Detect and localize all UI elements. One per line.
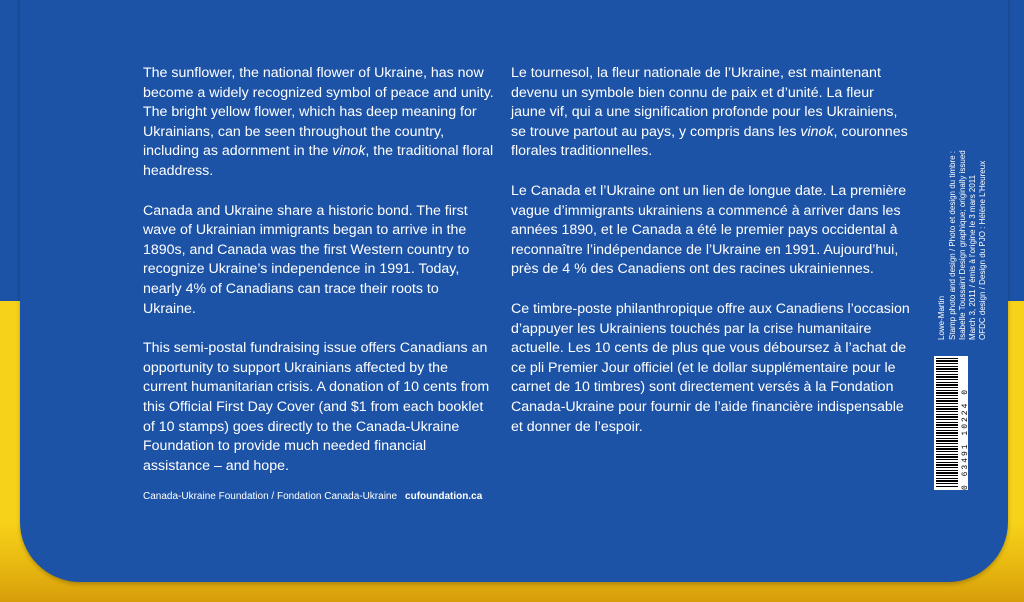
french-text-column xyxy=(511,64,911,457)
credit-line-1: Stamp photo and design / Photo et design du timbre : xyxy=(948,150,957,340)
credit-line-2: Isabelle Toussaint Design graphique; originally issued xyxy=(958,150,967,340)
french-paragraph-1 xyxy=(511,64,911,162)
foundation-name: Canada-Ukraine Foundation / Fondation Canada-Ukraine xyxy=(143,491,398,502)
french-paragraph-2: Le Canada et l’Ukraine ont un lien de longue date. La première vague d’immigrants ukrainiens a commencé à arriver dans les années 1890, et le Canada a été le premier pays occidental à reconnaître l’indépendance de l’Ukraine en 1991. Aujourd’hui, près de 4 % des Canadiens ont des racines ukrainiennes. xyxy=(511,182,907,278)
english-p1-c: , the traditional floral headdress. xyxy=(143,143,494,179)
english-p1-vinok: vinok xyxy=(332,143,366,160)
french-p1-c: , couronnes florales traditionnelles. xyxy=(511,123,908,160)
credit-line-4: OFDC design / Design du PJO : Hélène L’Heureux xyxy=(978,160,987,340)
barcode-bars xyxy=(936,358,958,488)
credit-line-3: March 3, 2011 / émis à l’origine le 3 mars 2011 xyxy=(968,174,977,340)
credit-printer: Lowe-Martin xyxy=(937,295,946,340)
french-p1-vinok: vinok xyxy=(800,123,834,140)
barcode-number: 0 63491 10224 0 xyxy=(961,387,970,490)
foundation-footer xyxy=(143,491,482,502)
french-paragraph-3: Ce timbre-poste philanthropique offre aux Canadiens l’occasion d’appuyer les Ukrainiens touchés par la crise humanitaire actuelle. Les 10 cents de plus que vous déboursez à l’achat de ce pli Premier Jour officiel (et le dollar supplémentaire pour le carnet de 10 timbres) sont directement versés à la Fondation Canada-Ukraine pour fournir de l’aide financière indispensable et donner de l’espoir. xyxy=(511,300,910,435)
upc-barcode xyxy=(934,356,968,490)
english-paragraph-2: Canada and Ukraine share a historic bond. The first wave of Ukrainian immigrants began to arrive in the 1890s, and Canada was the first Western country to recognize Ukraine’s independence in 1991. Today, nearly 4% of Canadians can trace their roots to Ukraine. xyxy=(143,202,470,317)
french-p1-a: Le tournesol, la fleur nationale de l’Ukraine, est maintenant devenu un symbole bien connu de paix et d’unité. La fleur jaune vif, qui a une signification profonde pour les Ukrainiens, se trouve partout au pays, y compris dans les xyxy=(511,65,898,140)
english-p1-a: The sunflower, the national flower of Ukraine, has now become a widely recognized symbol of peace and unity. The bright yellow flower, which has deep meaning for Ukrainians, can be seen throughout the country, including as adornment in the xyxy=(143,65,494,160)
english-text-column xyxy=(143,64,495,496)
english-paragraph-1 xyxy=(143,64,495,182)
foundation-url[interactable]: cufoundation.ca xyxy=(405,491,483,502)
english-paragraph-3: This semi-postal fundraising issue offers Canadians an opportunity to support Ukrainians affected by the current humanitarian crisis. A donation of 10 cents from this Official First Day Cover (and $1 from each booklet of 10 stamps) goes directly to the Canada-Ukraine Foundation to provide much needed financial assistance – and hope. xyxy=(143,340,490,474)
